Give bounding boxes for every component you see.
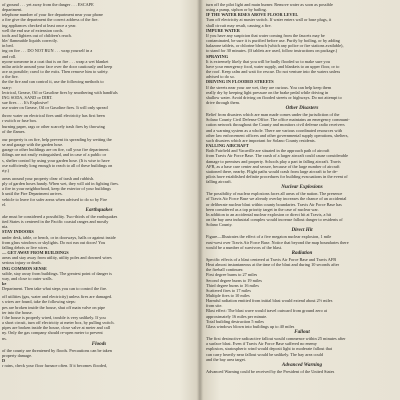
subheading-line: ING COMMON SENSE <box>2 265 47 271</box>
subheading-line: ke <box>2 280 7 286</box>
text-line: lectrical, Grease, Oil or Gasoline fires by smothering with handfuls <box>2 89 118 95</box>
section-heading: Earthquakes <box>85 206 113 213</box>
text-line: pes are broken inside the house, shut off main valve on pipe <box>2 304 106 310</box>
text-line: to stand for 30 minutes. (If tablets are used, follow instructions on package.) <box>206 48 338 54</box>
page-gutter <box>197 0 203 400</box>
text-line: ssary: <box>2 84 13 90</box>
text-line: tools and lighters out of children's reach. <box>2 32 72 38</box>
text-line: If you have any suspicion that water coming from the faucets may be <box>206 32 325 38</box>
text-line: can carry heavily near fallout would be unlikely. The bay area could <box>206 351 324 357</box>
text-line: nia. <box>2 224 9 230</box>
text-line: such disasters which are important for Solano County residents. <box>206 137 316 143</box>
text-line: ited States is centered in the Pacific coastal ranges and mostly <box>2 219 109 225</box>
text-line: from site. <box>206 303 223 309</box>
text-line: damage to premises and property. Schools play a part in falling aircraft. Travis <box>206 158 341 164</box>
section-heading: Other Disasters <box>285 105 319 112</box>
text-line: have your emergency food, water supply, and blankets to an upper floor, or to <box>206 63 340 69</box>
text-line: and the bay area target. <box>206 356 246 362</box>
text-line: areas and stay away from utility, utility poles and downed wires <box>2 255 112 261</box>
text-line: First degree burns to 27 miles <box>206 272 258 278</box>
text-line: If the streets near your are wet, they are curious. You can help keep them <box>206 84 332 90</box>
text-line: ING SODA, SAND or DIRT. <box>2 94 53 100</box>
text-line: se and garage with the garden hose. <box>2 142 64 148</box>
text-line: Relief from disasters which are man made comes under the jurisdiction of the <box>206 112 340 118</box>
text-line: the fireball continues: <box>206 267 244 273</box>
text-line: Solano County. <box>206 222 233 228</box>
text-line: halazone tablets, or chlorine bleach (which any police or fire stations available), <box>206 43 344 49</box>
text-line: turn off the pilot light and main burner. Remove water as soon as possible <box>206 2 333 7</box>
text-line: Multiple fires to 10 miles <box>206 292 250 298</box>
left-page <box>0 2 196 398</box>
subheading-line: STAY INDOORS <box>2 229 34 235</box>
section-heading: Radiation <box>291 249 313 256</box>
text-line: Turn off electricity at master switch. If water enters wall or base plugs, it <box>206 17 332 23</box>
text-line: Heat almost instantaneous at the time of the blast and during 10 seconds after <box>206 262 340 268</box>
text-line: Solano County Civil Defense Office. The office maintains an emergency communi- <box>206 117 350 123</box>
text-line: of ground . . . yet away from the danger . . . ESCAPE <box>2 2 94 7</box>
text-line: r rains, check your floor furnace often. If it becomes flooded, <box>2 363 108 369</box>
text-line: ssible, stay away from buildings. The greatest point of danger is <box>2 270 112 276</box>
text-line: el. <box>2 201 7 207</box>
text-line: under desk, table, or bench, or in doorways, halls or against inside <box>2 234 116 240</box>
text-line: use water on Grease, Oil or Gasoline fires. It will only spread <box>2 105 108 111</box>
text-line: throw water on electrical fires until electricity has first been <box>2 113 105 119</box>
subheading-line: FALLING AIRCRAFT <box>206 143 249 149</box>
text-line: ildings are not easily extinguished, and in case of a public or <box>2 152 107 158</box>
section-heading: Direct Hit <box>291 227 313 234</box>
text-line: burning paper, rags or other scarcely trash fires by throwing <box>2 123 105 129</box>
text-line: ace as possible; crawl to the exits. Then remove him to safety. <box>2 69 109 75</box>
text-line: milar article around your face over the door cautiously and keep <box>2 63 113 69</box>
text-line: a short circuit, turn off electricity at meter box, by pulling switch. <box>2 320 115 326</box>
text-line: s wires are found, take the following steps: <box>2 299 76 305</box>
text-line: falling debris or live wires. <box>2 244 49 250</box>
text-line: and a warning system as a whole. There are various coordinated resources with <box>206 127 343 133</box>
text-line: vehicle to leave for safer areas when advised to do so by Fire <box>2 196 107 202</box>
text-line: a fire in your neighborhood, keep the exterior of your buildings <box>2 186 111 192</box>
subheading-line: — GET AWAY FROM BUILDINGS <box>2 250 69 256</box>
text-line: ake must be considered a possibility. Two-thirds of the earthquakes <box>2 213 118 219</box>
text-line: ter into the house. <box>2 309 33 315</box>
text-line: pilots have established definite procedures for building evacuations in the event of <box>206 174 348 179</box>
text-line: ing on fire . . . DO NOT RUN . . . wrap yourself in a <box>2 48 93 54</box>
text-line: property damage. <box>2 352 33 358</box>
text-line: of the county are threatened by floods. Precautions can be taken <box>2 347 112 353</box>
text-line: sue fires . . . It's Explosive! <box>2 99 49 105</box>
text-line: Second degree burns to 19 miles <box>206 277 262 283</box>
subheading-line: D <box>2 358 6 363</box>
text-line: The possibility of nuclear explosions faces all areas of the nation. The presence <box>206 191 343 197</box>
text-line: department. <box>2 7 23 13</box>
text-line: h until the Fire Department arrives. <box>2 191 63 197</box>
text-line: Specific effects of a blast centered at Travis Air Force Base and Travis AFB <box>206 256 337 262</box>
text-line: garage or other buildings are on fire, call your fire department. <box>2 147 110 153</box>
text-line: stationed there, nearby. Flight paths would crash from large aircraft to be de- <box>206 168 338 174</box>
text-line: ns. <box>2 335 7 341</box>
text-line: or deliberate nuclear blast within county boundaries. Travis Air Force Base has <box>206 201 342 207</box>
text-line: Scattered fires to 17 miles <box>206 287 251 293</box>
text-line: off utilities (gas, water and electricity) unless fires are damaged. <box>2 294 113 300</box>
text-line: on the bay area industrial complex would increase fallout danger to residents of <box>206 217 343 223</box>
text-line: really dry by keeping light pressure on the brake pedal while driving in <box>206 89 329 95</box>
text-line: shallow water. Avoid driving on flooded streets or highways. Do not attempt to <box>206 94 342 100</box>
text-line: s, shelter control by using your garden hose. (It is wise to have <box>2 157 110 163</box>
text-line: explosion, stratospheric wind would deposit light to moderate fallout that <box>206 346 333 352</box>
section-heading: Floods <box>91 340 107 347</box>
text-line: falling aircraft. <box>206 179 232 185</box>
text-line: serious injury or death. <box>2 260 42 266</box>
section-heading: Nuclear Explosions <box>281 184 323 191</box>
text-line: f the house is properly wired, trouble is very unlikely. If you <box>2 314 106 320</box>
text-line: east-west over Travis Air Force Base. Notice that beyond the map boundaries there <box>206 239 349 245</box>
text-line: Total building destruction 5 miles <box>206 318 264 324</box>
text-line: of the flames. <box>2 128 26 134</box>
text-line: in bed. <box>2 43 14 49</box>
text-line: other law enforcement officers and other governmental supply operations, shelters, <box>206 132 349 138</box>
text-line: It is extremely likely that you will be badly flooded so to make sure you <box>206 58 330 64</box>
text-line: ing appliances checked at least once a year. <box>2 22 77 28</box>
section-heading: Advanced Warning <box>281 361 323 368</box>
subheading-line: IMPURE WATER <box>206 27 240 33</box>
text-line: Advanced Warning could be received by the President of the United States <box>206 368 335 374</box>
text-line: Third degree burns to 16 miles <box>206 282 259 288</box>
text-line: cation network throughout the County and monitors civil defense radio receivers <box>206 122 345 128</box>
text-line: the the fire and can control it, use the following methods to <box>2 79 104 85</box>
text-line: been considered as a top priority target in the case of nuclear war. <box>206 206 319 212</box>
text-line: our property is on fire, help prevent its spreading by wetting the <box>2 136 112 142</box>
text-line: the roof. Keep calm and wait for rescue. Do not venture into the waters unless <box>206 69 341 75</box>
text-line: using a pump, siphon or by bailing. <box>206 7 267 13</box>
text-line: ble/ flammable liquids correctly. <box>2 38 58 44</box>
text-line: o the fire. <box>2 74 19 80</box>
section-heading: Fallout <box>294 329 310 336</box>
text-line: ose sufficiently long enough to reach to all of these buildings on <box>2 162 113 168</box>
text-line: r switch or fuse box. <box>2 118 38 124</box>
text-line: advised to do so. <box>206 74 235 80</box>
text-line: Blast effect: The blast wave would travel outward from ground zero at <box>206 308 327 314</box>
text-line: ny. Only the gas company should re-open meter to prevent <box>2 330 103 336</box>
text-line: contaminated, be sure it is purified before use. Purify by boiling, or by adding <box>206 38 340 44</box>
subheading-line: IF THE WATER RISES ABOVE FLOOR LEVEL <box>206 12 299 18</box>
subheading-line: DRIVING IN FLOODED STREETS <box>206 79 274 85</box>
text-line: Glass windows blown into buildings up to 40 miles <box>206 323 295 329</box>
text-line: Harmful radiation emitted from initial blast would extend about 2½ miles <box>206 298 333 304</box>
text-line: would be a number of survivors of the blast. <box>206 244 283 250</box>
text-line: shall circuit may result, causing a fire. <box>206 22 272 28</box>
text-line: and roll. <box>2 53 17 59</box>
text-line: nyone someone in a coat that is on fire . . . wrap a wet blanket <box>2 58 109 64</box>
text-line: In addition to an accidental nuclear explosion or direct hit at Travis, a hit <box>206 211 332 217</box>
text-line: ply of garden hoses handy. When wet, they will aid in fighting fires. <box>2 181 119 187</box>
text-line: from Travis Air Force Base. The crash of a larger aircraft could cause considerable <box>206 153 349 159</box>
right-page <box>206 2 398 398</box>
text-line: well the end use of extension cords. <box>2 27 64 33</box>
text-line: a surface blast. Even if Travis Air Force Base suffered no enemy <box>206 341 317 347</box>
text-line: rty.) <box>2 167 9 173</box>
text-line: The first destructive radioactive fallout would commence within 25 minutes after <box>206 336 346 342</box>
text-line: from glass windows or skylights. Do not run out doors! You <box>2 239 106 245</box>
text-line: way, and close to outer walls. <box>2 275 53 281</box>
text-line: pipes are broken inside the house, close valve at meter and call <box>2 325 111 331</box>
text-line: Department. Then take what steps you can to control the fire. <box>2 286 108 292</box>
text-line: telephone number of your fire department near your phone <box>2 12 103 18</box>
text-line: Both Fairfield and Vacaville are situated in the approach path of aircraft <box>206 148 330 154</box>
text-line: of Travis Air Force Base we already overlay increases the chance of an accidental <box>206 196 347 202</box>
text-line: drive through them. <box>206 99 241 105</box>
text-line: Figure—Illustrates the effect of a five megaton nuclear explosion, 1 mile <box>206 234 332 240</box>
text-line: a fire give the department the correct address of the fire. <box>2 17 99 23</box>
text-line: approximately 16 miles per minute. <box>206 313 268 319</box>
text-line: areas around your property clear of trash and rubbish. <box>2 176 95 181</box>
subheading-line: SPRAYING <box>206 53 229 59</box>
text-line: AFB, as a base care center and secure, because of the large number of aircraft <box>206 163 340 169</box>
